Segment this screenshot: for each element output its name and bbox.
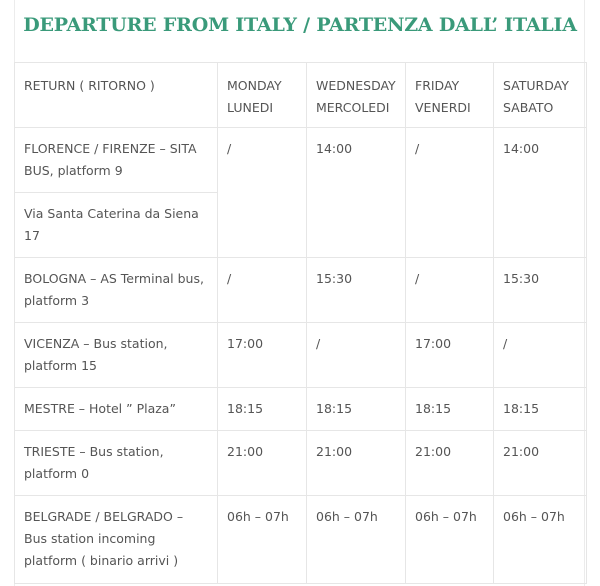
time-cell: 14:00 xyxy=(307,128,406,258)
time-cell: 06h – 07h xyxy=(494,496,587,584)
header-return: RETURN ( RITORNO ) xyxy=(15,63,218,128)
time-cell: 06h – 07h xyxy=(406,496,494,584)
time-cell: 18:15 xyxy=(218,388,307,431)
stop-name: BELGRADE / BELGRADO – Bus station incoming platform ( binario arrivi ) xyxy=(15,496,218,584)
table-row xyxy=(15,431,587,496)
time-cell: 14:00 xyxy=(494,128,587,258)
header-monday: MONDAY LUNEDI xyxy=(218,63,307,128)
time-cell: 21:00 xyxy=(494,431,587,496)
table-row xyxy=(15,128,587,193)
time-cell: 21:00 xyxy=(406,431,494,496)
header-wednesday: WEDNESDAY MERCOLEDI xyxy=(307,63,406,128)
time-cell: 15:30 xyxy=(307,258,406,323)
stop-name: FLORENCE / FIRENZE – SITA BUS, platform 9 xyxy=(15,128,218,193)
table-row xyxy=(15,258,587,323)
header-friday: FRIDAY VENERDI xyxy=(406,63,494,128)
time-cell: 06h – 07h xyxy=(307,496,406,584)
page-title: DEPARTURE FROM ITALY / PARTENZA DALL’ ITALIA xyxy=(23,14,577,36)
table-row xyxy=(15,323,587,388)
stop-name: MESTRE – Hotel ” Plaza” xyxy=(15,388,218,431)
stop-name: TRIESTE – Bus station, platform 0 xyxy=(15,431,218,496)
stop-name: VICENZA – Bus station, platform 15 xyxy=(15,323,218,388)
time-cell: 21:00 xyxy=(307,431,406,496)
table-row xyxy=(15,388,587,431)
time-cell: 18:15 xyxy=(494,388,587,431)
time-cell: / xyxy=(218,128,307,258)
time-cell: / xyxy=(218,258,307,323)
time-cell: 06h – 07h xyxy=(218,496,307,584)
stop-name: BOLOGNA – AS Terminal bus, platform 3 xyxy=(15,258,218,323)
time-cell: 15:30 xyxy=(494,258,587,323)
time-cell: 18:15 xyxy=(307,388,406,431)
schedule-table xyxy=(14,62,587,584)
table-header-row xyxy=(15,63,587,128)
time-cell: 17:00 xyxy=(218,323,307,388)
table-row xyxy=(15,496,587,584)
time-cell: / xyxy=(406,258,494,323)
time-cell: 17:00 xyxy=(406,323,494,388)
time-cell: / xyxy=(494,323,587,388)
stop-address: Via Santa Caterina da Siena 17 xyxy=(15,193,218,258)
time-cell: 21:00 xyxy=(218,431,307,496)
time-cell: / xyxy=(406,128,494,258)
time-cell: / xyxy=(307,323,406,388)
header-saturday: SATURDAY SABATO xyxy=(494,63,587,128)
time-cell: 18:15 xyxy=(406,388,494,431)
